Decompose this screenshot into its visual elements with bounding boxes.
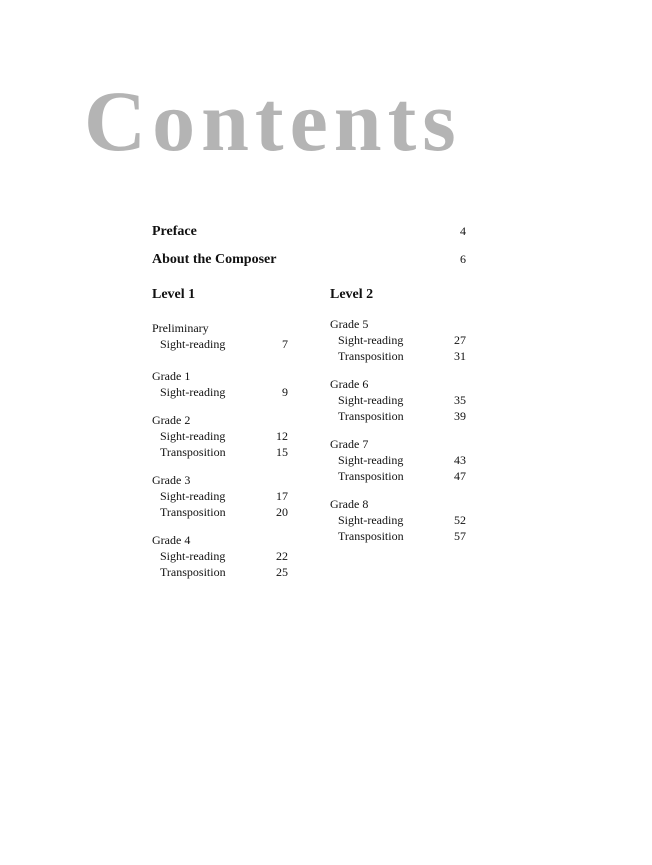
toc-sub-entry-page: 7 (282, 337, 288, 351)
toc-sub-entry[interactable] (330, 528, 466, 544)
toc-sub-entry[interactable] (330, 332, 466, 348)
toc-sub-entry[interactable] (330, 468, 466, 484)
grade-label: Grade 2 (152, 413, 191, 427)
grade-block-grade-1 (152, 368, 288, 400)
toc-sub-entry-page: 15 (276, 445, 288, 459)
toc-sub-entry[interactable] (330, 408, 466, 424)
toc-sub-entry-label: Sight-reading (160, 489, 226, 503)
grade-block-grade-8 (330, 496, 466, 544)
toc-sub-entry[interactable] (152, 548, 288, 564)
toc-sub-entry[interactable] (152, 384, 288, 400)
toc-sub-entry-page: 47 (454, 469, 466, 483)
grade-block-grade-7 (330, 436, 466, 484)
grade-label: Grade 7 (330, 437, 369, 451)
toc-sub-entry[interactable] (330, 392, 466, 408)
toc-sub-entry-page: 9 (282, 385, 288, 399)
toc-sub-entry[interactable] (152, 488, 288, 504)
toc-sub-entry-label: Transposition (338, 349, 404, 363)
toc-sub-entry-page: 12 (276, 429, 288, 443)
toc-entry-preface[interactable] (152, 225, 466, 239)
grade-block-preliminary (152, 320, 288, 352)
toc-sub-entry-label: Transposition (338, 469, 404, 483)
toc-entry-page: 4 (460, 224, 466, 238)
grade-block-grade-3 (152, 472, 288, 520)
toc-sub-entry[interactable] (330, 348, 466, 364)
toc-sub-entry-label: Sight-reading (338, 453, 404, 467)
grade-label: Grade 5 (330, 317, 369, 331)
toc-sub-entry[interactable] (152, 504, 288, 520)
toc-sub-entry[interactable] (330, 512, 466, 528)
toc-sub-entry-page: 43 (454, 453, 466, 467)
grade-block-grade-2 (152, 412, 288, 460)
grade-label: Grade 6 (330, 377, 369, 391)
toc-sub-entry-label: Sight-reading (338, 393, 404, 407)
toc-sub-entry-page: 35 (454, 393, 466, 407)
toc-sub-entry-page: 39 (454, 409, 466, 423)
toc-sub-entry[interactable] (330, 452, 466, 468)
page-title: Contents (84, 73, 462, 169)
grade-label: Grade 3 (152, 473, 191, 487)
toc-sub-entry-label: Transposition (160, 505, 226, 519)
toc-sub-entry[interactable] (152, 444, 288, 460)
level-heading: Level 1 (152, 287, 196, 302)
toc-sub-entry[interactable] (152, 428, 288, 444)
level-1-column (152, 288, 288, 580)
grade-label: Grade 1 (152, 369, 191, 383)
toc-sub-entry-label: Transposition (160, 445, 226, 459)
grade-label: Grade 4 (152, 533, 191, 547)
toc-entry-page: 6 (460, 252, 466, 266)
toc-sub-entry-page: 31 (454, 349, 466, 363)
toc-sub-entry-page: 25 (276, 565, 288, 579)
toc-sub-entry-page: 20 (276, 505, 288, 519)
toc-entry-label: Preface (152, 224, 197, 239)
toc-sub-entry-page: 27 (454, 333, 466, 347)
toc-sub-entry[interactable] (152, 336, 288, 352)
toc-sub-entry-label: Sight-reading (160, 429, 226, 443)
grade-label: Preliminary (152, 321, 209, 335)
grade-block-grade-6 (330, 376, 466, 424)
toc-sub-entry-label: Sight-reading (338, 333, 404, 347)
toc-sub-entry-label: Transposition (338, 529, 404, 543)
toc-entry-label: About the Composer (152, 252, 277, 267)
toc-sub-entry-page: 17 (276, 489, 288, 503)
toc-sub-entry-label: Sight-reading (338, 513, 404, 527)
level-heading: Level 2 (330, 287, 374, 302)
level-2-column (330, 288, 466, 544)
toc-sub-entry-label: Transposition (338, 409, 404, 423)
toc-sub-entry-label: Sight-reading (160, 385, 226, 399)
toc-sub-entry[interactable] (152, 564, 288, 580)
toc-sub-entry-page: 22 (276, 549, 288, 563)
toc-sub-entry-label: Sight-reading (160, 549, 226, 563)
toc-sub-entry-page: 57 (454, 529, 466, 543)
grade-label: Grade 8 (330, 497, 369, 511)
toc-entry-about-composer[interactable] (152, 253, 466, 267)
grade-block-grade-5 (330, 316, 466, 364)
toc-sub-entry-page: 52 (454, 513, 466, 527)
toc-sub-entry-label: Transposition (160, 565, 226, 579)
toc-sub-entry-label: Sight-reading (160, 337, 226, 351)
grade-block-grade-4 (152, 532, 288, 580)
